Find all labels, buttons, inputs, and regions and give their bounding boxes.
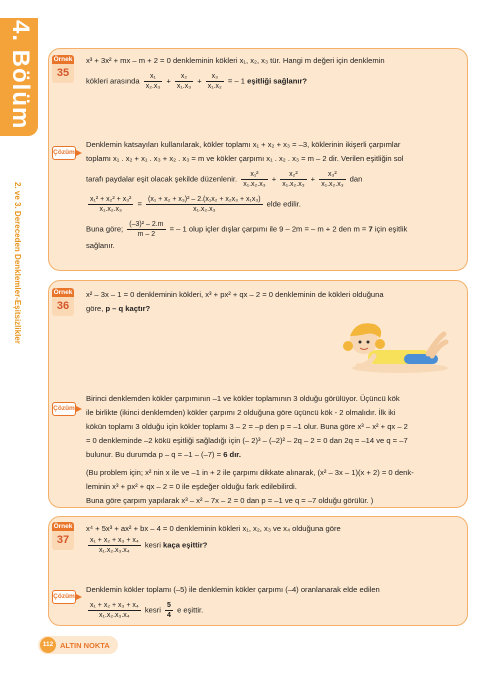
example-36-question: p – q kaçtır? [105,304,151,313]
brand-name: ALTIN NOKTA [60,641,110,650]
solution-37-text: Denklemin kökler toplamı (–5) ile denklemin kökler çarpımı (–4) oranlanarak elde edilen $\frac{\text{x₁ + x₂ + x₃ + x₄}}{\text{x₁.x₂.x₃.x₄}}$ kesri $\frac{5}{4}$ e eşittir. [86,585,380,619]
example-35-text: x³ + 3x² + mx – m + 2 = 0 denkleminin kökleri x₁, x₂, x₃ tür. Hangi m değeri için denklemin kökleri arasında $\frac{\text{x₁}}{\text{x₂.x₃}}$ + $\frac{\text{x₂}}{\text{x₁.x₃}}$ + $\frac{\text{x₃}}{\text{x₁.x₂}}$ = – 1 eşitliği sağlanır? [86,56,385,90]
girl-illustration [330,316,450,376]
page-number: 112 [40,637,56,653]
example-35-badge: Örnek 35 [52,55,74,83]
example-37-badge: Örnek 37 [52,522,74,550]
solution-36-text: Birinci denklemden kökler çarpımının –1 ve kökler toplamının 3 olduğu görülüyor. Üçüncü kök ile birlikte (ikinci denklemden) kökler çarpımı 2 olduğuna göre üçüncü kök - 2 olmalıdır. İlk iki kökün toplamı 3 olduğu için kökler toplamı 3 – 2 = –p den p = –1 olur. Buna göre x³ – x² + qx – 2 = 0 denkleminde –2 kökü eşitliği sağladığı için (– 2)³ – (–2)² – 2q – 2 = 0 dan 2q = –14 ve q = –7 bulunur. Bu durumda p – q = –1 – (–7) = 6 dır. (Bu problem için; x² nin x ile ve –1 in + 2 ile çarpımı dikkate alınarak, (x² – 3x – 1)(x + 2) = 0 denk- leminin x³ + px² + qx – 2 = 0 ile eşdeğer olduğu fark edilebilirdi. Buna göre çarpım yapılarak x³ – x² – 7x – 2 = 0 dan p = –1 ve q = –7 olduğu görülür. ) [86,394,414,505]
solution-36-badge: Çözüm [52,402,76,416]
chapter-title: 4. Bölüm [7,20,34,130]
solution-37-badge: Çözüm [52,590,76,604]
solution-35-badge: Çözüm [52,146,76,160]
solution-35-text: Denklemin katsayıları kullanılarak, kökler toplamı x₁ + x₂ + x₃ = –3, köklerinin ikişerli çarpımlar toplamı x₁ . x₂ + x₁ . x₃ + x₂ . x₃ = m ve kökler çarpımı x₁ . x₂ . x₃ = m – 2 dir. Verilen eşitliğin sol tarafı paydalar eşit olacak şekilde düzenlenir. $\frac{\text{x₁²}}{\text{x₁.x₂.x₃}}$ + $\frac{\text{x₂²}}{\text{x₁.x₂.x₃}}$ + $\frac{\text{x₃²}}{\text{x₁.x₂.x₃}}$ dan $\frac{\text{x₁² + x₂² + x₃²}}{\text{x₁.x₂.x₃}}$ = $\frac{\text{(x₁ + x₂ + x₃)² – 2.(x₁x₂ + x₂x₃ + x₁x₃)}}{\text{x₁.x₂.x₃}}$ elde edilir. Buna göre; $\frac{\text{(–3)² – 2.m}}{m - 2}$ = – 1 olup içler dışlar çarpımı ile 9 – 2m = – m + 2 den m = 7 için eşitlik sağlanır. [86,140,408,250]
section-label: 2. ve 3. Dereceden Denklemler-Eşitsizlikler [13,182,22,344]
example-37-question: kaça eşittir? [163,540,208,550]
example-35-question: eşitliği sağlanır? [247,76,308,86]
sidebar [0,0,40,681]
example-37-text: x⁴ + 5x³ + ax² + bx – 4 = 0 denkleminin kökleri x₁, x₂, x₃ ve x₄ olduğuna göre $\frac{\text{x₁ + x₂ + x₃ + x₄}}{\text{x₁.x₂.x₃.x₄}}$ kesri kaça eşittir? [86,524,341,554]
example-36-text: x² – 3x – 1 = 0 denkleminin kökleri, x³ + px² + qx – 2 = 0 denkleminin de kökleri olduğuna göre, p – q kaçtır? [86,290,384,313]
example-36-badge: Örnek 36 [52,288,74,316]
